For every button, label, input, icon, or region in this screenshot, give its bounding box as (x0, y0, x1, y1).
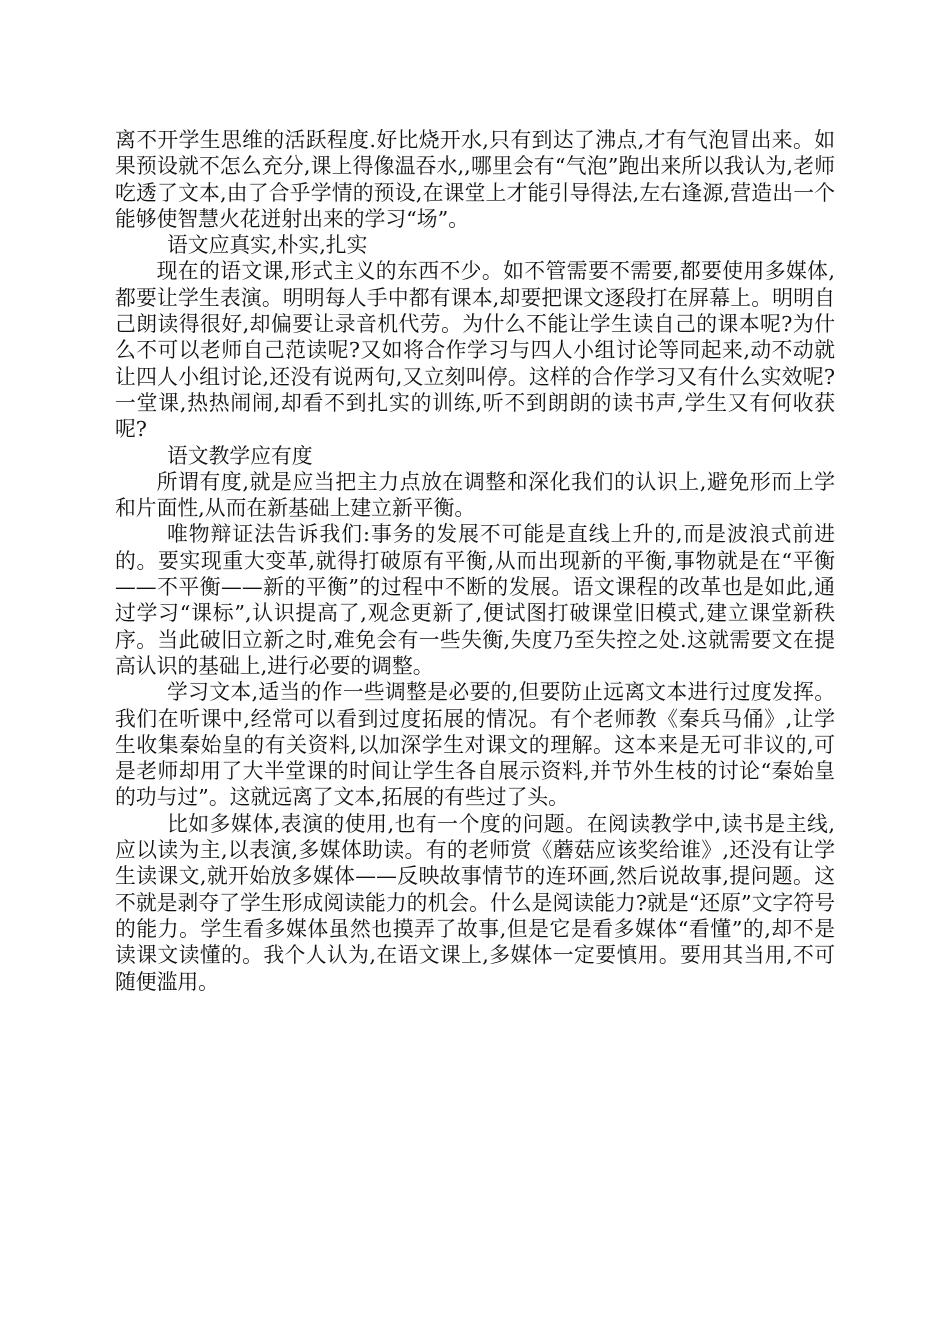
paragraph-text-study: 学习文本,适当的作一些调整是必要的,但要防止远离文本进行过度发挥。我们在听课中,经常可以看到过度拓展的情况。有个老师教《秦兵马俑》,让学生收集秦始皇的有关资料,以加深学生对课文的理解。这本来是无可非议的,可是老师却用了大半堂课的时间让学生各自展示资料,并节外生枝的讨论“秦始皇的功与过”。这就远离了文本,拓展的有些过了头。 (115, 680, 835, 810)
section-heading-moderation: 语文教学应有度 (167, 443, 313, 468)
section-heading-authentic: 语文应真实,朴实,扎实 (167, 233, 368, 258)
paragraph-formalism: 现在的语文课,形式主义的东西不少。如不管需要不需要,都要使用多媒体,都要让学生表演。明明每人手中都有课本,却要把课文逐段打在屏幕上。明明自己朗读得很好,却偏要让录音机代劳。为什么不能让学生读自己的课本呢?为什么不可以老师自己范读呢?又如将合作学习与四人小组讨论等同起来,动不动就让四人小组讨论,还没有说两句,又立刻叫停。这样的合作学习又有什么实效呢?一堂课,热热闹闹,却看不到扎实的训练,听不到朗朗的读书声,学生又有何收获呢? (115, 259, 835, 442)
paragraph-definition: 所谓有度,就是应当把主力点放在调整和深化我们的认识上,避免形而上学和片面性,从而在新基础上建立新平衡。 (115, 469, 835, 521)
paragraph-dialectics: 唯物辩证法告诉我们:事务的发展不可能是直线上升的,而是波浪式前进的。要实现重大变革,就得打破原有平衡,从而出现新的平衡,事物就是在“平衡——不平衡——新的平衡”的过程中不断的发展。语文课程的改革也是如此,通过学习“课标”,认识提高了,观念更新了,便试图打破课堂旧模式,建立课堂新秩序。当此破旧立新之时,难免会有一些失衡,失度乃至失控之处.这就需要文在提高认识的基础上,进行必要的调整。 (115, 522, 835, 678)
document-body (115, 127, 835, 995)
paragraph-multimedia: 比如多媒体,表演的使用,也有一个度的问题。在阅读教学中,读书是主线,应以读为主,以表演,多媒体助读。有的老师赏《蘑菇应该奖给谁》,还没有让学生读课文,就开始放多媒体——反映故事情节的连环画,然后说故事,提问题。这不就是剥夺了学生形成阅读能力的机会。什么是阅读能力?就是“还原”文字符号的能力。学生看多媒体虽然也摸弄了故事,但是它是看多媒体“看懂”的,却不是读课文读懂的。我个人认为,在语文课上,多媒体一定要慎用。要用其当用,不可随便滥用。 (115, 811, 835, 994)
paragraph-continued: 离不开学生思维的活跃程度.好比烧开水,只有到达了沸点,才有气泡冒出来。如果预设就不怎么充分,课上得像温吞水,,哪里会有“气泡”跑出来所以我认为,老师吃透了文本,由了合乎学情的预设,在课堂上才能引导得法,左右逢源,营造出一个能够使智慧火花迸射出来的学习“场”。 (115, 128, 835, 231)
